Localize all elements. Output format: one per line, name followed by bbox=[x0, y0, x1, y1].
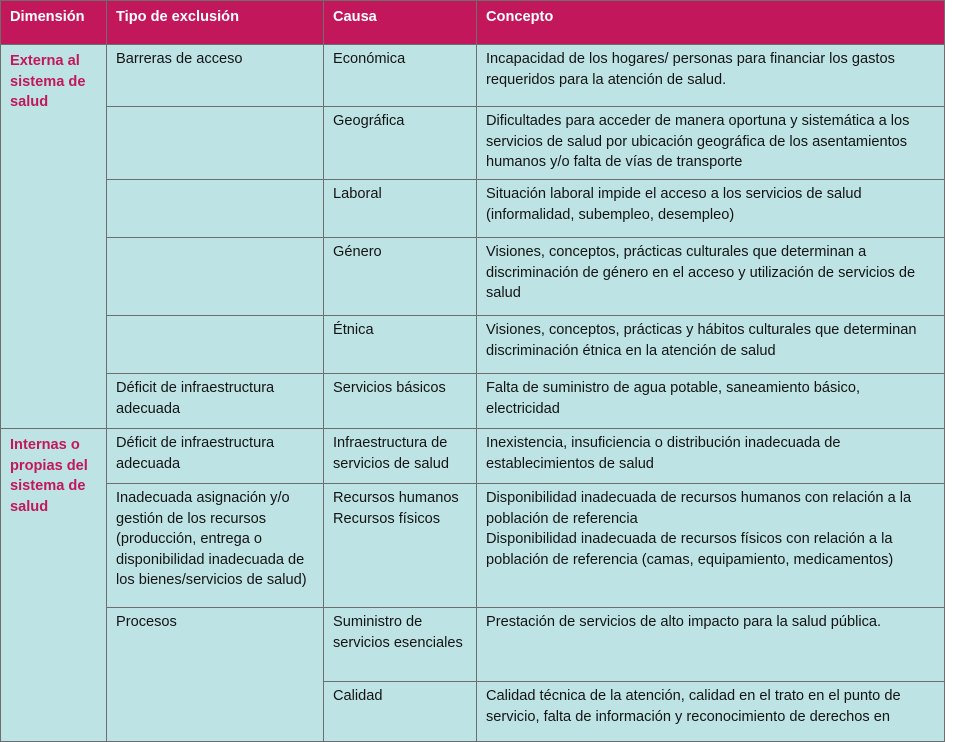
dimension-external: Externa al sistema de salud bbox=[1, 45, 107, 429]
cause-cell: Calidad bbox=[324, 682, 477, 742]
exclusion-type-cell bbox=[107, 107, 324, 180]
cause-cell: Laboral bbox=[324, 180, 477, 238]
cause-cell: Económica bbox=[324, 45, 477, 107]
cause-cell: Étnica bbox=[324, 316, 477, 374]
header-dimension: Dimensión bbox=[1, 1, 107, 45]
cause-cell: Servicios básicos bbox=[324, 374, 477, 429]
concept-cell: Incapacidad de los hogares/ personas para financiar los gastos requeridos para la atención de salud. bbox=[477, 45, 945, 107]
exclusion-type-cell bbox=[107, 180, 324, 238]
table-row bbox=[1, 180, 945, 238]
exclusion-type-cell: Déficit de infraestructura adecuada bbox=[107, 374, 324, 429]
header-row bbox=[1, 1, 945, 45]
exclusion-type-cell: Procesos bbox=[107, 608, 324, 742]
header-concept: Concepto bbox=[477, 1, 945, 45]
table-row bbox=[1, 238, 945, 316]
table-row bbox=[1, 45, 945, 107]
dimension-internal: Internas o propias del sistema de salud bbox=[1, 429, 107, 742]
exclusion-type-cell: Inadecuada asignación y/o gestión de los recursos (producción, entrega o disponibilidad inadecuada de los bienes/servicios de salud) bbox=[107, 484, 324, 608]
concept-cell: Calidad técnica de la atención, calidad en el trato en el punto de servicio, falta de información y reconocimiento de derechos en bbox=[477, 682, 945, 742]
exclusion-type-cell: Barreras de acceso bbox=[107, 45, 324, 107]
header-cause: Causa bbox=[324, 1, 477, 45]
cause-line: Recursos físicos bbox=[333, 510, 441, 527]
table-row bbox=[1, 316, 945, 374]
cause-cell: Infraestructura de servicios de salud bbox=[324, 429, 477, 484]
cause-cell: Género bbox=[324, 238, 477, 316]
concept-cell: Falta de suministro de agua potable, saneamiento básico, electricidad bbox=[477, 374, 945, 429]
concept-cell: Visiones, conceptos, prácticas y hábitos culturales que determinan discriminación étnica en la atención de salud bbox=[477, 316, 945, 374]
concept-cell: Inexistencia, insuficiencia o distribución inadecuada de establecimientos de salud bbox=[477, 429, 945, 484]
table-row bbox=[1, 429, 945, 484]
cause-cell bbox=[324, 484, 477, 608]
concept-cell: Prestación de servicios de alto impacto para la salud pública. bbox=[477, 608, 945, 682]
concept-cell bbox=[477, 484, 945, 608]
table-row bbox=[1, 608, 945, 682]
table-row bbox=[1, 374, 945, 429]
concept-cell: Situación laboral impide el acceso a los servicios de salud (informalidad, subempleo, desempleo) bbox=[477, 180, 945, 238]
exclusion-type-cell: Déficit de infraestructura adecuada bbox=[107, 429, 324, 484]
concept-cell: Dificultades para acceder de manera oportuna y sistemática a los servicios de salud por ubicación geográfica de los asentamientos humanos y/o falta de vías de transporte bbox=[477, 107, 945, 180]
concept-line: Disponibilidad inadecuada de recursos humanos con relación a la población de referencia bbox=[486, 490, 912, 527]
table-row bbox=[1, 107, 945, 180]
cause-cell: Geográfica bbox=[324, 107, 477, 180]
table-row bbox=[1, 484, 945, 608]
cause-line: Recursos humanos bbox=[333, 490, 459, 506]
exclusion-type-cell bbox=[107, 238, 324, 316]
header-exclusion-type: Tipo de exclusión bbox=[107, 1, 324, 45]
exclusion-type-cell bbox=[107, 316, 324, 374]
cause-cell: Suministro de servicios esenciales bbox=[324, 608, 477, 682]
concept-line: Disponibilidad inadecuada de recursos físicos con relación a la población de referencia (camas, equipamiento, medicamentos) bbox=[486, 531, 894, 568]
concept-cell: Visiones, conceptos, prácticas culturales que determinan a discriminación de género en el acceso y utilización de servicios de salud bbox=[477, 238, 945, 316]
